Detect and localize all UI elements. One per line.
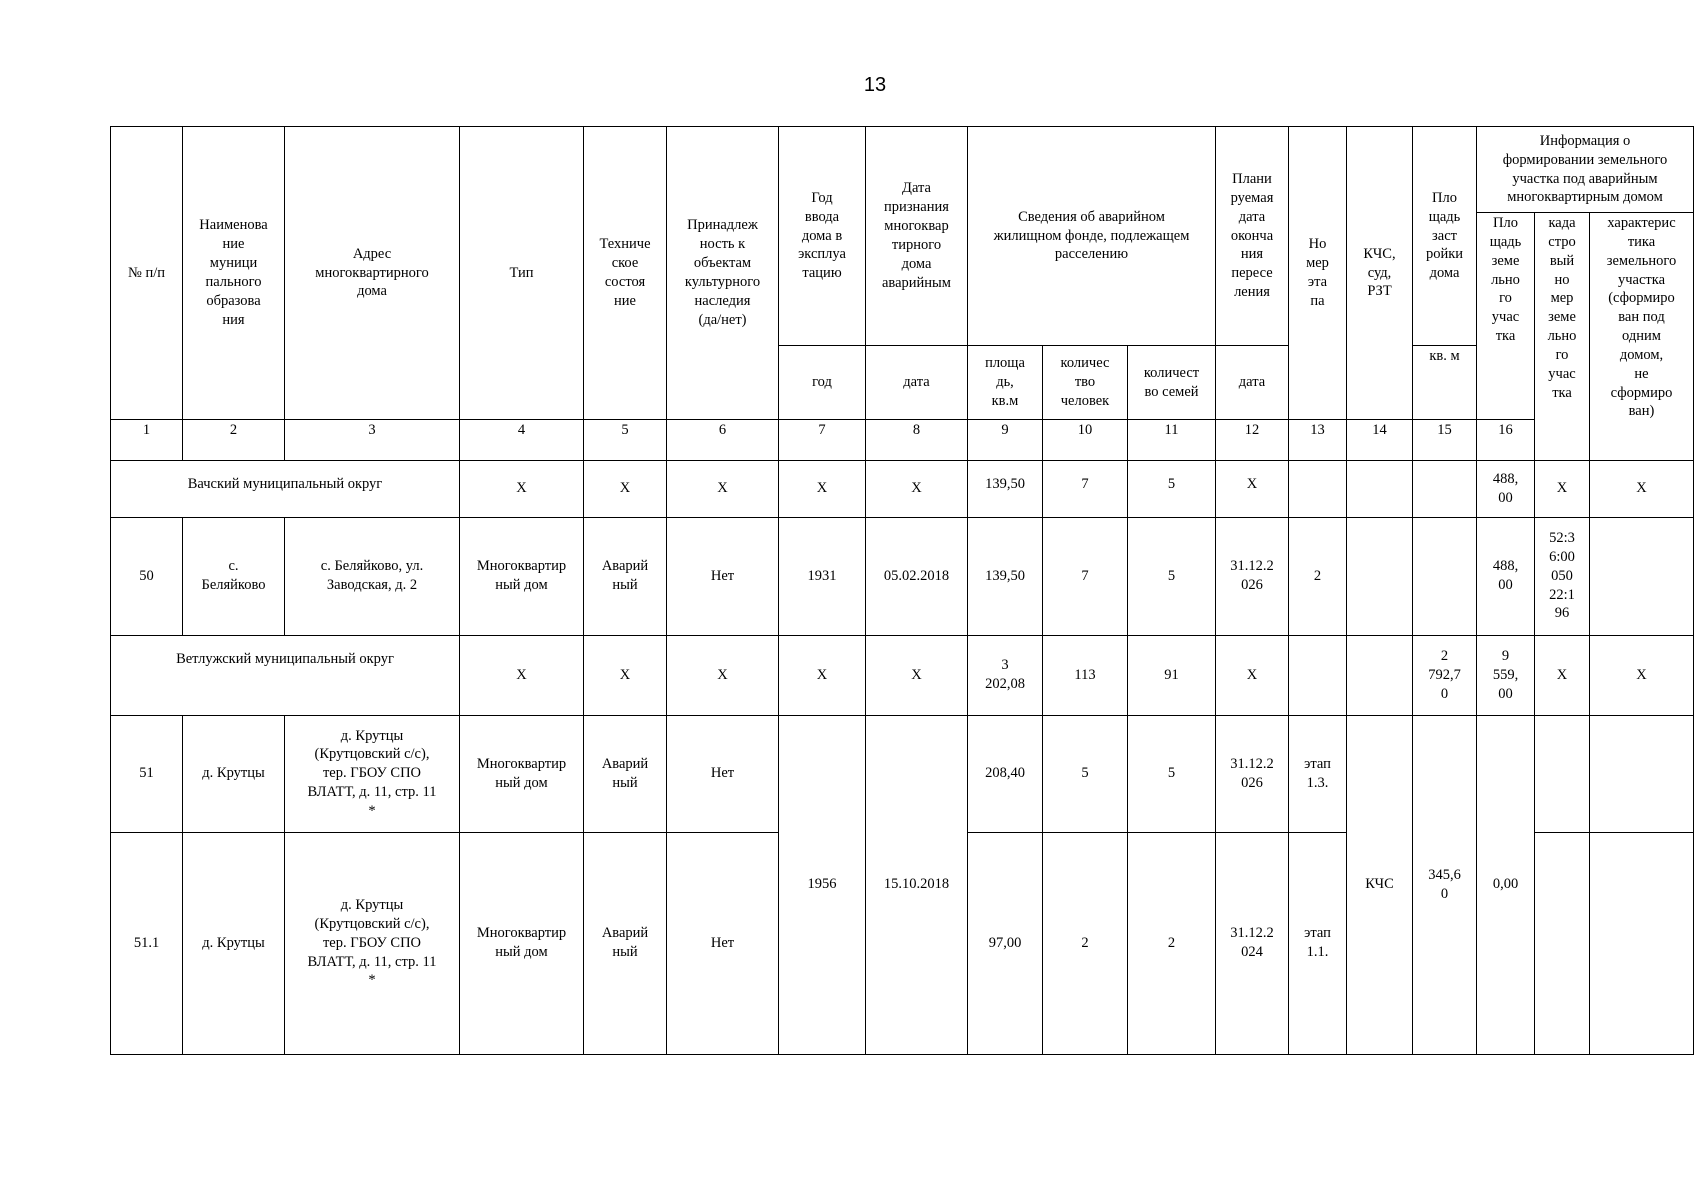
header-sub-families: количест во семей xyxy=(1128,346,1216,420)
row-tech: Аварий ный xyxy=(584,517,667,635)
group-land-char: Х xyxy=(1590,635,1694,715)
group-type: Х xyxy=(460,460,584,517)
merged-date: 15.10.2018 xyxy=(866,715,968,1054)
group-row xyxy=(111,460,1694,517)
group-area: 139,50 xyxy=(968,460,1043,517)
group-land-area: 9 559, 00 xyxy=(1477,635,1535,715)
row-cadastral xyxy=(1535,832,1590,1054)
group-land-area: 488, 00 xyxy=(1477,460,1535,517)
table-row xyxy=(111,517,1694,635)
row-heritage: Нет xyxy=(667,715,779,832)
merged-building-area: 345,6 0 xyxy=(1413,715,1477,1054)
header-stage-number: Но мер эта па xyxy=(1289,127,1347,420)
row-families: 2 xyxy=(1128,832,1216,1054)
column-number: 13 xyxy=(1289,420,1347,461)
column-number: 10 xyxy=(1043,420,1128,461)
header-sub-area: площа дь, кв.м xyxy=(968,346,1043,420)
row-municipality: д. Крутцы xyxy=(183,715,285,832)
row-cadastral xyxy=(1535,715,1590,832)
row-heritage: Нет xyxy=(667,517,779,635)
header-land-area: Пло щадь земе льно го учас тка xyxy=(1477,213,1535,420)
row-people: 5 xyxy=(1043,715,1128,832)
group-row xyxy=(111,635,1694,715)
group-tech: Х xyxy=(584,635,667,715)
group-stage xyxy=(1289,460,1347,517)
row-municipality: с. Беляйково xyxy=(183,517,285,635)
group-date: Х xyxy=(866,460,968,517)
column-number: 8 xyxy=(866,420,968,461)
group-name: Ветлужский муниципальный округ xyxy=(111,635,460,715)
row-heritage: Нет xyxy=(667,832,779,1054)
group-land-char: Х xyxy=(1590,460,1694,517)
group-building-area: 2 792,7 0 xyxy=(1413,635,1477,715)
column-number: 1 xyxy=(111,420,183,461)
column-number: 6 xyxy=(667,420,779,461)
group-families: 5 xyxy=(1128,460,1216,517)
row-tech: Аварий ный xyxy=(584,715,667,832)
column-number: 3 xyxy=(285,420,460,461)
row-land-area: 488, 00 xyxy=(1477,517,1535,635)
column-number: 12 xyxy=(1216,420,1289,461)
column-number: 7 xyxy=(779,420,866,461)
group-heritage: Х xyxy=(667,460,779,517)
emergency-housing-table xyxy=(110,126,1694,1055)
header-type: Тип xyxy=(460,127,584,420)
row-num: 50 xyxy=(111,517,183,635)
row-stage: этап 1.3. xyxy=(1289,715,1347,832)
header-emergency-fund: Сведения об аварийном жилищном фонде, подлежащем расселению xyxy=(968,127,1216,346)
row-municipality: д. Крутцы xyxy=(183,832,285,1054)
page-number: 13 xyxy=(863,74,887,96)
header-sub-date: дата xyxy=(866,346,968,420)
row-address: д. Крутцы (Крутцовский с/с), тер. ГБОУ СПО ВЛАТТ, д. 11, стр. 11 * xyxy=(285,715,460,832)
row-num: 51.1 xyxy=(111,832,183,1054)
header-kchs: КЧС, суд, РЗТ xyxy=(1347,127,1413,420)
header-num: № п/п xyxy=(111,127,183,420)
table-row xyxy=(111,715,1694,832)
header-sub-year: год xyxy=(779,346,866,420)
header-unit-building: кв. м xyxy=(1413,346,1477,420)
row-type: Многоквартир ный дом xyxy=(460,832,584,1054)
row-land-char xyxy=(1590,715,1694,832)
group-planned: Х xyxy=(1216,635,1289,715)
row-area: 97,00 xyxy=(968,832,1043,1054)
group-cadastral: Х xyxy=(1535,460,1590,517)
header-cadastral: када стро вый но мер земе льно го учас тка xyxy=(1535,213,1590,461)
header-municipality-name: Наименова ние муници пального образова ния xyxy=(183,127,285,420)
row-stage: этап 1.1. xyxy=(1289,832,1347,1054)
row-kchs xyxy=(1347,517,1413,635)
column-number: 4 xyxy=(460,420,584,461)
column-number: 16 xyxy=(1477,420,1535,461)
group-people: 113 xyxy=(1043,635,1128,715)
row-land-char xyxy=(1590,517,1694,635)
row-land-char xyxy=(1590,832,1694,1054)
row-people: 2 xyxy=(1043,832,1128,1054)
row-cadastral: 52:3 6:00 050 22:1 96 xyxy=(1535,517,1590,635)
header-date-recognized: Дата признания многоквар тирного дома аварийным xyxy=(866,127,968,346)
merged-kchs: КЧС xyxy=(1347,715,1413,1054)
column-number: 9 xyxy=(968,420,1043,461)
header-year-built: Год ввода дома в эксплуа тацию xyxy=(779,127,866,346)
row-families: 5 xyxy=(1128,715,1216,832)
group-name: Вачский муниципальный округ xyxy=(111,460,460,517)
row-planned: 31.12.2 026 xyxy=(1216,715,1289,832)
merged-year: 1956 xyxy=(779,715,866,1054)
row-planned: 31.12.2 024 xyxy=(1216,832,1289,1054)
group-people: 7 xyxy=(1043,460,1128,517)
group-year: Х xyxy=(779,460,866,517)
header-tech-state: Техниче ское состоя ние xyxy=(584,127,667,420)
header-address: Адрес многоквартирного дома xyxy=(285,127,460,420)
row-type: Многоквартир ный дом xyxy=(460,715,584,832)
row-families: 5 xyxy=(1128,517,1216,635)
header-planned-end: Плани руемая дата оконча ния пересе ления xyxy=(1216,127,1289,346)
row-stage: 2 xyxy=(1289,517,1347,635)
group-tech: Х xyxy=(584,460,667,517)
column-numbers-row xyxy=(111,420,1694,461)
group-area: 3 202,08 xyxy=(968,635,1043,715)
group-type: Х xyxy=(460,635,584,715)
header-sub-people: количес тво человек xyxy=(1043,346,1128,420)
row-date: 05.02.2018 xyxy=(866,517,968,635)
row-address: д. Крутцы (Крутцовский с/с), тер. ГБОУ СПО ВЛАТТ, д. 11, стр. 11 * xyxy=(285,832,460,1054)
group-building-area xyxy=(1413,460,1477,517)
group-heritage: Х xyxy=(667,635,779,715)
column-number: 15 xyxy=(1413,420,1477,461)
column-number: 2 xyxy=(183,420,285,461)
group-planned: Х xyxy=(1216,460,1289,517)
row-area: 208,40 xyxy=(968,715,1043,832)
group-cadastral: Х xyxy=(1535,635,1590,715)
group-kchs xyxy=(1347,635,1413,715)
group-year: Х xyxy=(779,635,866,715)
header-sub-planned-date: дата xyxy=(1216,346,1289,420)
row-num: 51 xyxy=(111,715,183,832)
row-address: с. Беляйково, ул. Заводская, д. 2 xyxy=(285,517,460,635)
row-tech: Аварий ный xyxy=(584,832,667,1054)
row-area: 139,50 xyxy=(968,517,1043,635)
header-land-char: характерис тика земельного участка (сформиро ван под одним домом, не сформиро ван) xyxy=(1590,213,1694,461)
group-kchs xyxy=(1347,460,1413,517)
row-building-area xyxy=(1413,517,1477,635)
group-families: 91 xyxy=(1128,635,1216,715)
column-number: 14 xyxy=(1347,420,1413,461)
column-number: 11 xyxy=(1128,420,1216,461)
row-type: Многоквартир ный дом xyxy=(460,517,584,635)
column-number: 5 xyxy=(584,420,667,461)
header-building-area: Пло щадь заст ройки дома xyxy=(1413,127,1477,346)
group-stage xyxy=(1289,635,1347,715)
header-land-info: Информация о формировании земельного участка под аварийным многоквартирным домом xyxy=(1477,127,1694,213)
row-planned: 31.12.2 026 xyxy=(1216,517,1289,635)
row-year: 1931 xyxy=(779,517,866,635)
header-heritage: Принадлеж ность к объектам культурного наследия (да/нет) xyxy=(667,127,779,420)
merged-land-area: 0,00 xyxy=(1477,715,1535,1054)
group-date: Х xyxy=(866,635,968,715)
row-people: 7 xyxy=(1043,517,1128,635)
